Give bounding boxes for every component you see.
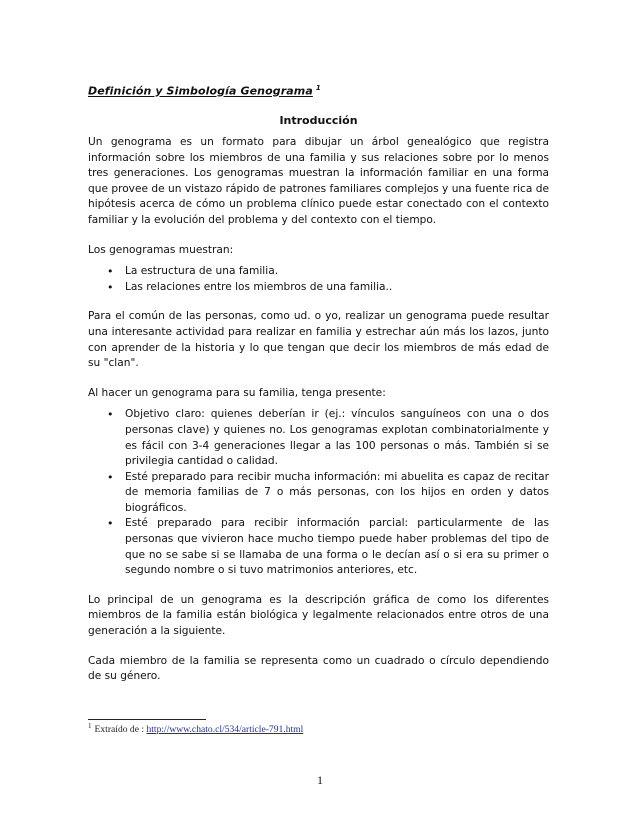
- document-body: [88, 84, 549, 685]
- title-footnote-mark: 1: [315, 84, 321, 92]
- document-title-text: Definición y Simbología Genograma: [88, 84, 313, 98]
- section-heading-introduccion: Introducción: [279, 114, 358, 127]
- document-title: [88, 84, 549, 100]
- list-tips: [88, 407, 549, 579]
- footnote-mark: 1: [88, 722, 92, 730]
- paragraph-graphic-description: Lo principal de un genograma es la descripción gráfica de como los diferentes miembros de la familia están biológica y legalmente relacionados entre otros de una generación a la siguiente.: [88, 593, 549, 638]
- paragraph-definition: Un genograma es un formato para dibujar un árbol genealógico que registra información sobre los miembros de una familia y sus relaciones sobre por lo menos tres generaciones. Los genogramas muestran la información familiar en una forma que provee de un vistazo rápido de patrones familiares complejos y una fuente rica de hipótesis acerca de cómo un problema clínico puede estar conectado con el contexto familiar y la evolución del problema y del contexto con el tiempo.: [88, 136, 549, 226]
- paragraph-member-symbols: Cada miembro de la familia se representa como un cuadrado o círculo dependiendo de su género.: [88, 654, 549, 683]
- paragraph-shows-heading: Los genogramas muestran:: [88, 243, 234, 256]
- list-shows: [88, 264, 549, 295]
- list-item: • Las relaciones entre los miembros de una familia..: [125, 280, 549, 296]
- list-item: • Esté preparado para recibir información parcial: particularmente de las personas que vivieron hace mucho tiempo puede haber problemas del tipo de que no se sabe si se llamaba de una forma o le decían así o si era su primer o segundo nombre o si tuvo matrimonios anteriores, etc.: [125, 516, 549, 578]
- paragraph-common-use: Para el común de las personas, como ud. o yo, realizar un genograma puede resultar una interesante actividad para realizar en familia y estrechar aún más los lazos, junto con aprender de la historia y lo que tengan que decir los miembros de más edad de su "clan".: [88, 310, 549, 370]
- footnote-source-link[interactable]: http://www.chato.cl/534/article-791.html: [146, 724, 304, 736]
- footnote: [88, 722, 548, 735]
- footnote-separator: [88, 719, 206, 720]
- list-item: • Esté preparado para recibir mucha información: mi abuelita es capaz de recitar de memoria familias de 7 o más personas, con los hijos en orden y datos biográficos.: [125, 470, 549, 517]
- list-item: • Objetivo claro: quienes deberían ir (ej.: vínculos sanguíneos con una o dos personas clave) y quienes no. Los genogramas explotan combinatorialmente y es fácil con 3-4 generaciones llegar a las 100 personas o más. También si se privilegia cantidad o calidad.: [125, 407, 549, 469]
- list-item: • La estructura de una familia.: [125, 264, 549, 280]
- footnote-prefix: Extraído de :: [94, 724, 147, 736]
- paragraph-tips-heading: Al hacer un genograma para su familia, tenga presente:: [88, 386, 386, 399]
- page-number: 1: [317, 773, 323, 787]
